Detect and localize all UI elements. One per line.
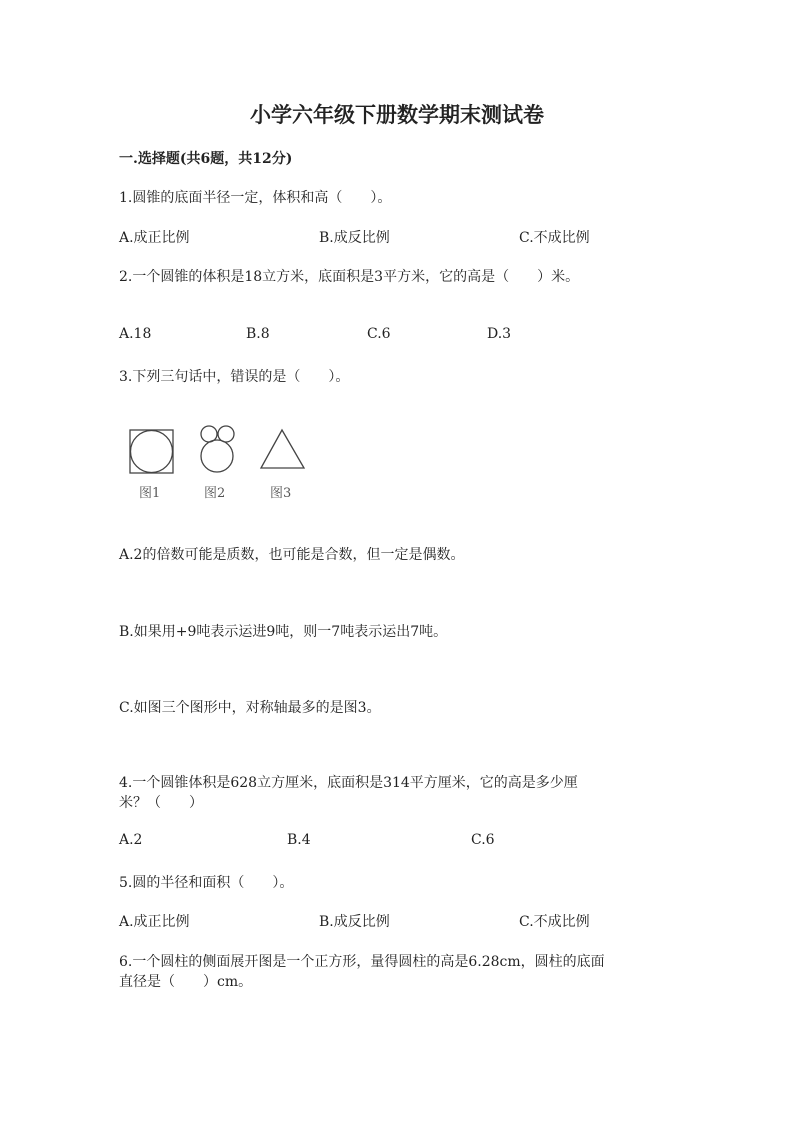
question-3: 3.下列三句话中，错误的是（ ）。	[119, 369, 350, 385]
question-1: 1.圆锥的底面半径一定，体积和高（ ）。	[119, 190, 392, 206]
figure-3-caption: 图3	[270, 486, 292, 501]
figure-3-triangle	[261, 430, 304, 468]
q4-option-c: C.6	[471, 832, 495, 848]
question-6-line-1: 6.一个圆柱的侧面展开图是一个正方形，量得圆柱的高是6.28cm，圆柱的底面	[119, 954, 605, 970]
q2-option-c: C.6	[367, 326, 391, 342]
question-5: 5.圆的半径和面积（ ）。	[119, 875, 294, 891]
q1-option-b: B.成反比例	[319, 230, 390, 246]
figure-2-caption: 图2	[204, 486, 226, 501]
geometry-figures	[125, 424, 325, 480]
q3-option-b: B.如果用+9吨表示运进9吨，则一7吨表示运出7吨。	[119, 624, 448, 640]
figure-1-circle	[131, 431, 173, 473]
figure-2-large-circle	[201, 440, 233, 472]
q3-option-c: C.如图三个图形中，对称轴最多的是图3。	[119, 700, 381, 716]
q3-option-a: A.2的倍数可能是质数，也可能是合数，但一定是偶数。	[119, 547, 465, 563]
question-4-line-2: 米？（ ）	[119, 795, 203, 811]
q2-option-d: D.3	[487, 326, 512, 342]
figure-1-caption: 图1	[139, 486, 161, 501]
q5-option-c: C.不成比例	[519, 914, 590, 930]
q4-option-a: A.2	[119, 832, 143, 848]
q2-option-b: B.8	[246, 326, 270, 342]
section-heading: 一.选择题(共6题，共12分)	[119, 151, 293, 167]
q1-option-a: A.成正比例	[119, 230, 190, 246]
q4-option-b: B.4	[287, 832, 311, 848]
q1-option-c: C.不成比例	[519, 230, 590, 246]
q5-option-a: A.成正比例	[119, 914, 190, 930]
question-4-line-1: 4.一个圆锥体积是628立方厘米，底面积是314平方厘米，它的高是多少厘	[119, 775, 578, 791]
question-2: 2.一个圆锥的体积是18立方米，底面积是3平方米，它的高是（ ）米。	[119, 269, 580, 285]
figure-2-small-circle-right	[218, 426, 234, 442]
question-6-line-2: 直径是（ ）cm。	[119, 974, 253, 990]
q5-option-b: B.成反比例	[319, 914, 390, 930]
q2-option-a: A.18	[119, 326, 152, 342]
page-title: 小学六年级下册数学期末测试卷	[250, 102, 544, 127]
